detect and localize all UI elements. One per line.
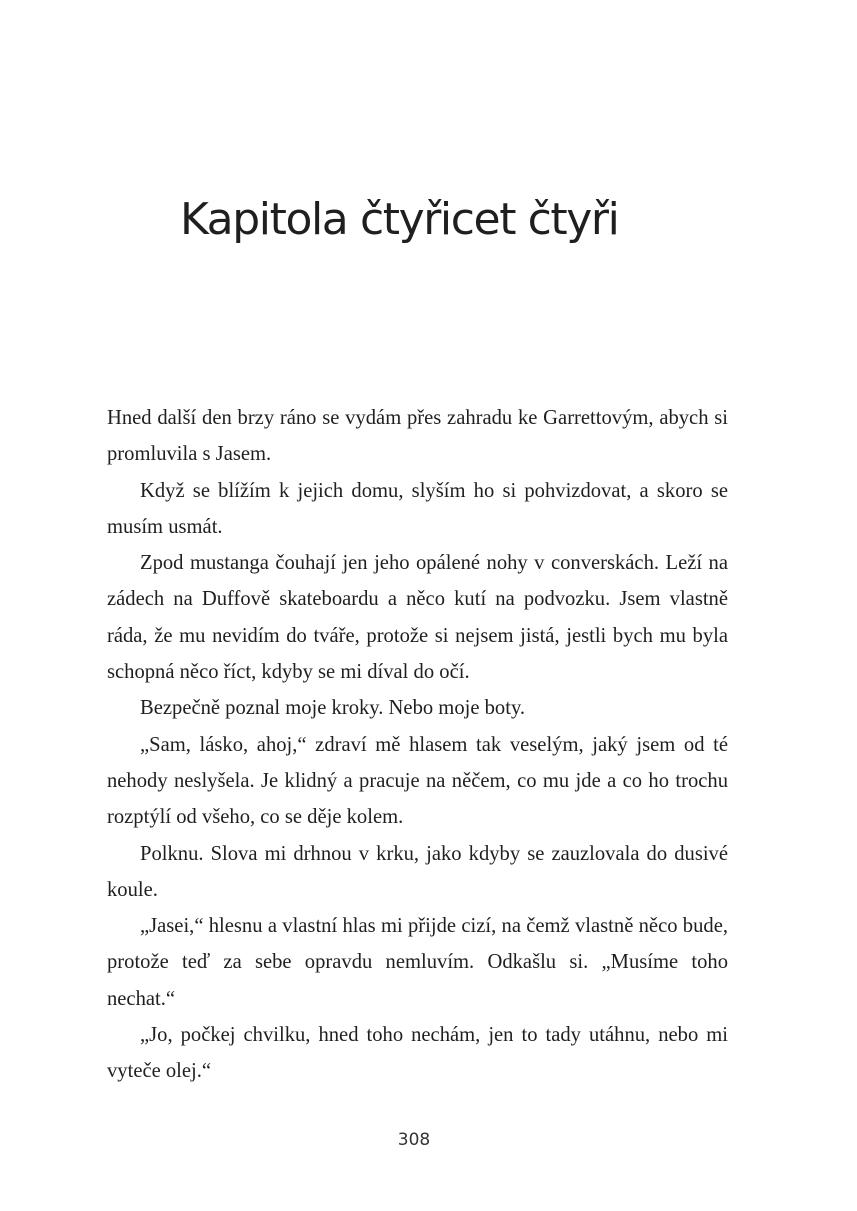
paragraph: „Jasei,“ hlesnu a vlastní hlas mi přijde cizí, na čemž vlastně něco bude, protože teď za sebe opravdu nemluvím. Odkašlu si. „Musíme toho nechat.“ (107, 915, 728, 1010)
chapter-title: Kapitola čtyřicet čtyři (180, 194, 619, 245)
paragraph: Bezpečně poznal moje kroky. Nebo moje boty. (140, 697, 526, 720)
page-number: 308 (397, 1130, 431, 1150)
paragraph: Když se blížím k jejich domu, slyším ho si pohvizdovat, a skoro se musím usmát. (107, 479, 728, 538)
paragraph: Hned další den brzy ráno se vydám přes zahradu ke Garrettovým, abych si promluvila s Jasem. (107, 407, 728, 466)
chapter-body (107, 400, 728, 1090)
paragraph: „Sam, lásko, ahoj,“ zdraví mě hlasem tak veselým, jaký jsem od té nehody neslyšela. Je klidný a pracuje na něčem, co mu jde a co ho trochu rozptýlí od všeho, co se děje kolem. (107, 733, 728, 829)
paragraph: „Jo, počkej chvilku, hned toho nechám, jen to tady utáhnu, nebo mi vyteče olej.“ (107, 1024, 728, 1083)
paragraph: Zpod mustanga čouhají jen jeho opálené nohy v converskách. Leží na zádech na Duffově skateboardu a něco kutí na podvozku. Jsem vlastně ráda, že mu nevidím do tváře, protože si nejsem jistá, jestli bych mu byla schopná něco říct, kdyby se mi díval do očí. (107, 552, 728, 684)
paragraph: Polknu. Slova mi drhnou v krku, jako kdyby se zauzlovala do dusivé koule. (107, 842, 728, 901)
